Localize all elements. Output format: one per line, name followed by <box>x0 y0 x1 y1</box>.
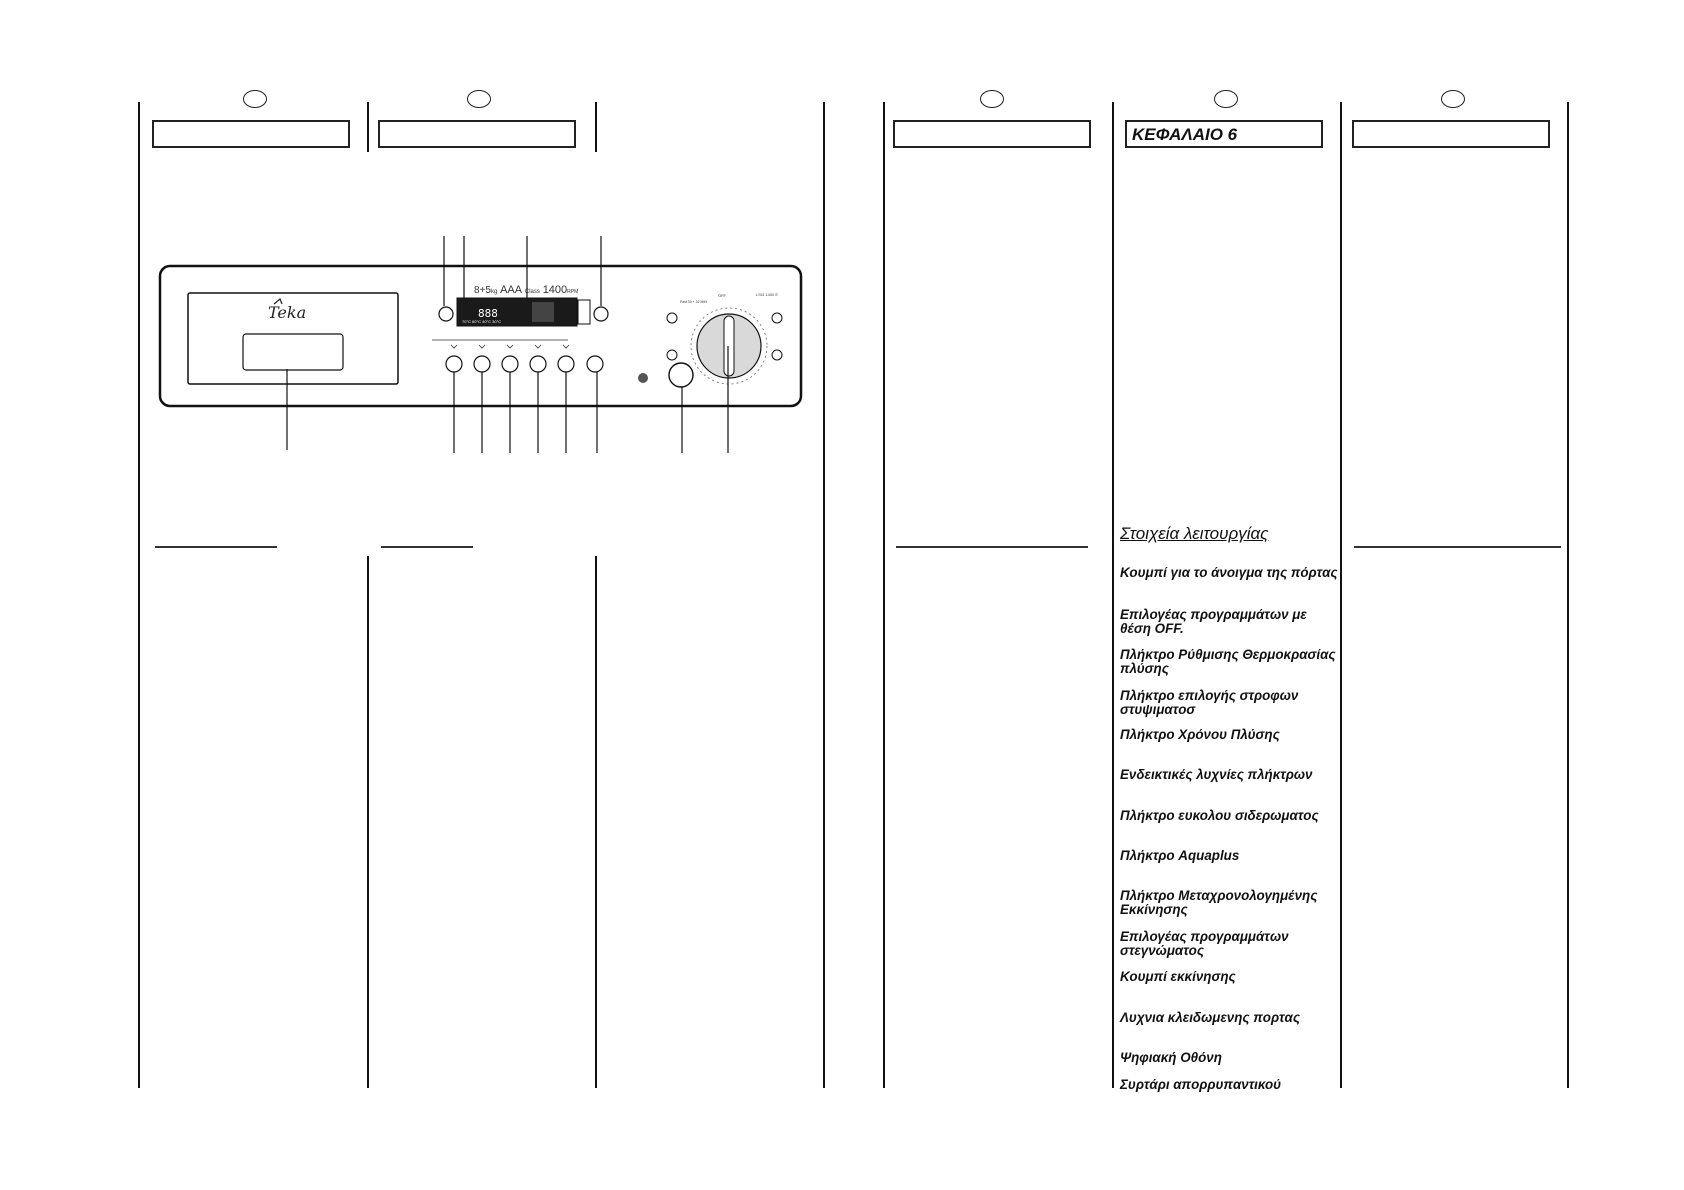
aquaplus-button <box>558 356 574 372</box>
svg-text:888: 888 <box>478 307 498 320</box>
easy-iron-button <box>530 356 546 372</box>
item-aquaplus-button: Πλήκτρο Aquaplus <box>1120 848 1240 863</box>
item-start-button: Κουμπί εκκίνησης <box>1120 969 1236 984</box>
svg-text:70°C 60°C 40°C 30°C: 70°C 60°C 40°C 30°C <box>462 319 502 324</box>
door-open-button <box>439 307 453 321</box>
item-door-button: Κουμπί για το άνοιγμα της πόρτας <box>1120 565 1338 580</box>
brand-logo: Teka <box>268 303 307 322</box>
spin-speed-button <box>474 356 490 372</box>
start-button <box>669 363 693 387</box>
delay-start-button <box>587 356 603 372</box>
wash-time-button <box>502 356 518 372</box>
item-indicator-lights: Ενδεικτικές λυχνίες πλήκτρων <box>1120 767 1313 782</box>
start-label-dot <box>638 373 648 383</box>
chapter-header-box-4: ΚΕΦΑΛΑΙΟ 6 <box>1125 120 1323 148</box>
item-wash-time-button: Πλήκτρο Χρόνου Πλύσης <box>1120 727 1280 742</box>
item-temperature-button: Πλήκτρο Ρύθμισης Θερμοκρασίας πλύσης <box>1120 647 1336 676</box>
item-digital-display: Ψηφιακή Οθόνη <box>1120 1050 1222 1065</box>
drawer-handle <box>243 334 343 370</box>
item-program-selector: Επιλογέας προγραμμάτων με θέση OFF. <box>1120 607 1307 636</box>
item-easy-iron-button: Πλήκτρο ευκολου σιδερωματος <box>1120 808 1319 823</box>
item-drying-selector: Επιλογέας προγραμμάτων στεγνώματος <box>1120 929 1289 958</box>
door-lock-indicator <box>594 307 608 321</box>
item-spin-button: Πλήκτρο επιλογής στροφων στυψιματοσ <box>1120 688 1299 717</box>
item-delay-start-button: Πλήκτρο Μεταχρονολογημένης Εκκίνησης <box>1120 888 1318 917</box>
section-title: Στοιχεία λειτουργίας <box>1120 524 1269 543</box>
item-detergent-drawer: Συρτάρι απορρυπαντικού <box>1120 1077 1282 1092</box>
svg-text:OFF: OFF <box>718 293 726 298</box>
model-label: LSI4 1400 E <box>756 292 779 297</box>
item-door-lock-light: Λυχνια κλειδωμενης πορτας <box>1120 1010 1300 1025</box>
capacity-label: 8+5kg AAA Class 1400RPM <box>474 284 579 296</box>
temperature-button <box>446 356 462 372</box>
svg-text:Fast 30 + 32 MIN: Fast 30 + 32 MIN <box>680 300 707 304</box>
